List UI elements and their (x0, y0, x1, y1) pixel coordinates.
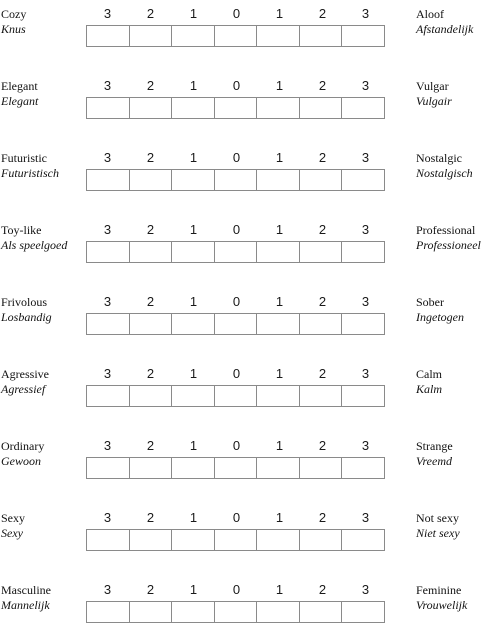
left-pole-dutch: Als speelgoed (1, 238, 68, 252)
scale-number: 2 (146, 78, 155, 93)
scale-number: 1 (189, 150, 198, 165)
rating-box[interactable] (130, 530, 173, 550)
scale-number: 2 (318, 222, 327, 237)
rating-box[interactable] (300, 98, 343, 118)
scale-number: 3 (103, 6, 112, 21)
rating-box[interactable] (342, 602, 384, 622)
right-pole-label (416, 151, 473, 181)
rating-scale (86, 97, 385, 119)
rating-box[interactable] (172, 98, 215, 118)
scale-number: 1 (275, 78, 284, 93)
rating-box[interactable] (215, 170, 258, 190)
scale-numbers (86, 294, 386, 310)
right-pole-english: Feminine (416, 583, 462, 597)
rating-box[interactable] (172, 242, 215, 262)
rating-box[interactable] (257, 242, 300, 262)
rating-box[interactable] (342, 530, 384, 550)
scale-number: 1 (275, 150, 284, 165)
left-pole-english: Cozy (1, 7, 27, 21)
rating-box[interactable] (87, 98, 130, 118)
rating-box[interactable] (87, 242, 130, 262)
scale-number: 0 (232, 150, 241, 165)
rating-box[interactable] (257, 386, 300, 406)
scale-number: 1 (275, 366, 284, 381)
left-pole-dutch: Sexy (1, 526, 23, 540)
right-pole-english: Sober (416, 295, 444, 309)
rating-scale (86, 385, 385, 407)
scale-number: 3 (361, 78, 370, 93)
rating-scale (86, 601, 385, 623)
scale-number: 1 (275, 510, 284, 525)
rating-box[interactable] (130, 170, 173, 190)
scale-number: 1 (275, 294, 284, 309)
rating-box[interactable] (300, 242, 343, 262)
left-pole-english: Futuristic (1, 151, 48, 165)
scale-number: 3 (361, 438, 370, 453)
rating-box[interactable] (257, 314, 300, 334)
scale-number: 2 (318, 6, 327, 21)
scale-number: 3 (103, 78, 112, 93)
rating-box[interactable] (215, 602, 258, 622)
rating-box[interactable] (172, 26, 215, 46)
rating-box[interactable] (130, 386, 173, 406)
scale-number: 3 (103, 582, 112, 597)
scale-number: 1 (189, 510, 198, 525)
left-pole-dutch: Mannelijk (1, 598, 50, 612)
scale-number: 0 (232, 294, 241, 309)
right-pole-dutch: Kalm (416, 382, 443, 396)
scale-numbers (86, 510, 386, 526)
rating-box[interactable] (342, 314, 384, 334)
rating-row (0, 582, 500, 626)
scale-number: 2 (318, 78, 327, 93)
rating-box[interactable] (87, 530, 130, 550)
left-pole-label (1, 295, 52, 325)
right-pole-dutch: Vreemd (416, 454, 452, 468)
rating-box[interactable] (300, 458, 343, 478)
rating-box[interactable] (257, 458, 300, 478)
left-pole-label (1, 511, 25, 541)
rating-box[interactable] (87, 170, 130, 190)
scale-number: 1 (189, 366, 198, 381)
rating-row (0, 78, 500, 122)
scale-numbers (86, 6, 386, 22)
scale-number: 3 (361, 366, 370, 381)
scale-number: 0 (232, 510, 241, 525)
rating-box[interactable] (300, 314, 343, 334)
rating-box[interactable] (300, 530, 343, 550)
scale-number: 3 (361, 222, 370, 237)
scale-number: 1 (275, 582, 284, 597)
left-pole-english: Frivolous (1, 295, 48, 309)
left-pole-label (1, 79, 38, 109)
scale-number: 3 (361, 582, 370, 597)
rating-box[interactable] (215, 98, 258, 118)
scale-number: 2 (318, 366, 327, 381)
scale-number: 2 (318, 150, 327, 165)
scale-number: 0 (232, 6, 241, 21)
scale-number: 3 (361, 150, 370, 165)
right-pole-dutch: Vulgair (416, 94, 452, 108)
right-pole-label (416, 439, 453, 469)
left-pole-english: Elegant (1, 79, 38, 93)
rating-box[interactable] (130, 314, 173, 334)
rating-row (0, 438, 500, 482)
scale-numbers (86, 366, 386, 382)
rating-scale (86, 529, 385, 551)
scale-number: 2 (146, 510, 155, 525)
rating-box[interactable] (172, 170, 215, 190)
rating-scale (86, 25, 385, 47)
left-pole-english: Agressive (1, 367, 49, 381)
scale-number: 1 (189, 78, 198, 93)
scale-number: 3 (103, 438, 112, 453)
left-pole-label (1, 223, 67, 253)
scale-number: 3 (361, 6, 370, 21)
scale-number: 0 (232, 78, 241, 93)
rating-box[interactable] (130, 98, 173, 118)
rating-box[interactable] (87, 602, 130, 622)
rating-box[interactable] (172, 530, 215, 550)
rating-box[interactable] (342, 98, 384, 118)
left-pole-label (1, 439, 44, 469)
rating-scale (86, 457, 385, 479)
right-pole-dutch: Professioneel (416, 238, 481, 252)
scale-number: 0 (232, 222, 241, 237)
rating-box[interactable] (342, 458, 384, 478)
rating-box[interactable] (87, 386, 130, 406)
right-pole-dutch: Vrouwelijk (416, 598, 468, 612)
scale-number: 0 (232, 366, 241, 381)
right-pole-dutch: Niet sexy (416, 526, 460, 540)
rating-box[interactable] (257, 26, 300, 46)
scale-number: 3 (103, 150, 112, 165)
rating-box[interactable] (87, 26, 130, 46)
right-pole-english: Not sexy (416, 511, 459, 525)
left-pole-dutch: Losbandig (1, 310, 52, 324)
scale-number: 3 (361, 294, 370, 309)
right-pole-label (416, 295, 464, 325)
right-pole-english: Vulgar (416, 79, 449, 93)
right-pole-label (416, 223, 481, 253)
rating-box[interactable] (257, 98, 300, 118)
rating-box[interactable] (172, 602, 215, 622)
left-pole-dutch: Elegant (1, 94, 39, 108)
scale-number: 2 (146, 438, 155, 453)
left-pole-dutch: Agressief (1, 382, 46, 396)
left-pole-dutch: Futuristisch (1, 166, 60, 180)
right-pole-english: Nostalgic (416, 151, 462, 165)
rating-box[interactable] (342, 242, 384, 262)
left-pole-english: Ordinary (1, 439, 45, 453)
scale-number: 2 (146, 150, 155, 165)
right-pole-label (416, 367, 442, 397)
right-pole-dutch: Ingetogen (416, 310, 464, 324)
rating-box[interactable] (300, 170, 343, 190)
scale-number: 1 (275, 222, 284, 237)
rating-scale (86, 241, 385, 263)
left-pole-dutch: Knus (1, 22, 26, 36)
rating-box[interactable] (342, 26, 384, 46)
scale-number: 1 (189, 222, 198, 237)
scale-number: 3 (103, 294, 112, 309)
left-pole-label (1, 7, 26, 37)
scale-number: 2 (146, 582, 155, 597)
rating-scale (86, 169, 385, 191)
rating-row (0, 366, 500, 410)
rating-box[interactable] (172, 386, 215, 406)
scale-number: 1 (189, 438, 198, 453)
rating-box[interactable] (300, 602, 343, 622)
right-pole-dutch: Afstandelijk (416, 22, 474, 36)
rating-box[interactable] (300, 386, 343, 406)
rating-box[interactable] (300, 26, 343, 46)
rating-row (0, 222, 500, 266)
scale-number: 2 (318, 582, 327, 597)
scale-number: 0 (232, 438, 241, 453)
scale-number: 0 (232, 582, 241, 597)
left-pole-label (1, 367, 49, 397)
left-pole-label (1, 151, 59, 181)
right-pole-english: Calm (416, 367, 442, 381)
left-pole-dutch: Gewoon (1, 454, 41, 468)
right-pole-label (416, 79, 452, 109)
left-pole-english: Masculine (1, 583, 51, 597)
rating-box[interactable] (172, 458, 215, 478)
scale-number: 2 (318, 510, 327, 525)
scale-numbers (86, 582, 386, 598)
rating-box[interactable] (257, 530, 300, 550)
scale-number: 2 (146, 6, 155, 21)
scale-number: 3 (103, 222, 112, 237)
scale-numbers (86, 438, 386, 454)
rating-box[interactable] (87, 458, 130, 478)
rating-row (0, 150, 500, 194)
rating-row (0, 510, 500, 554)
rating-box[interactable] (215, 242, 258, 262)
rating-box[interactable] (215, 458, 258, 478)
scale-number: 2 (318, 438, 327, 453)
rating-box[interactable] (215, 26, 258, 46)
rating-box[interactable] (172, 314, 215, 334)
left-pole-english: Toy-like (1, 223, 42, 237)
scale-number: 2 (146, 366, 155, 381)
left-pole-label (1, 583, 51, 613)
scale-number: 2 (318, 294, 327, 309)
scale-numbers (86, 150, 386, 166)
right-pole-english: Strange (416, 439, 453, 453)
right-pole-english: Aloof (416, 7, 444, 21)
scale-number: 1 (189, 582, 198, 597)
rating-scale (86, 313, 385, 335)
scale-number: 2 (146, 294, 155, 309)
scale-numbers (86, 222, 386, 238)
scale-number: 3 (103, 510, 112, 525)
rating-box[interactable] (342, 386, 384, 406)
scale-numbers (86, 78, 386, 94)
right-pole-label (416, 583, 467, 613)
rating-row (0, 294, 500, 338)
left-pole-english: Sexy (1, 511, 25, 525)
rating-box[interactable] (215, 386, 258, 406)
scale-number: 1 (189, 6, 198, 21)
rating-box[interactable] (342, 170, 384, 190)
rating-box[interactable] (257, 170, 300, 190)
scale-number: 3 (361, 510, 370, 525)
rating-box[interactable] (130, 242, 173, 262)
rating-box[interactable] (130, 602, 173, 622)
rating-box[interactable] (130, 458, 173, 478)
scale-number: 3 (103, 366, 112, 381)
rating-box[interactable] (130, 26, 173, 46)
rating-box[interactable] (215, 530, 258, 550)
scale-number: 1 (275, 6, 284, 21)
scale-number: 2 (146, 222, 155, 237)
scale-number: 1 (275, 438, 284, 453)
right-pole-label (416, 511, 460, 541)
right-pole-english: Professional (416, 223, 476, 237)
rating-box[interactable] (215, 314, 258, 334)
rating-box[interactable] (257, 602, 300, 622)
right-pole-dutch: Nostalgisch (416, 166, 473, 180)
scale-number: 1 (189, 294, 198, 309)
right-pole-label (416, 7, 473, 37)
rating-row (0, 6, 500, 50)
rating-box[interactable] (87, 314, 130, 334)
